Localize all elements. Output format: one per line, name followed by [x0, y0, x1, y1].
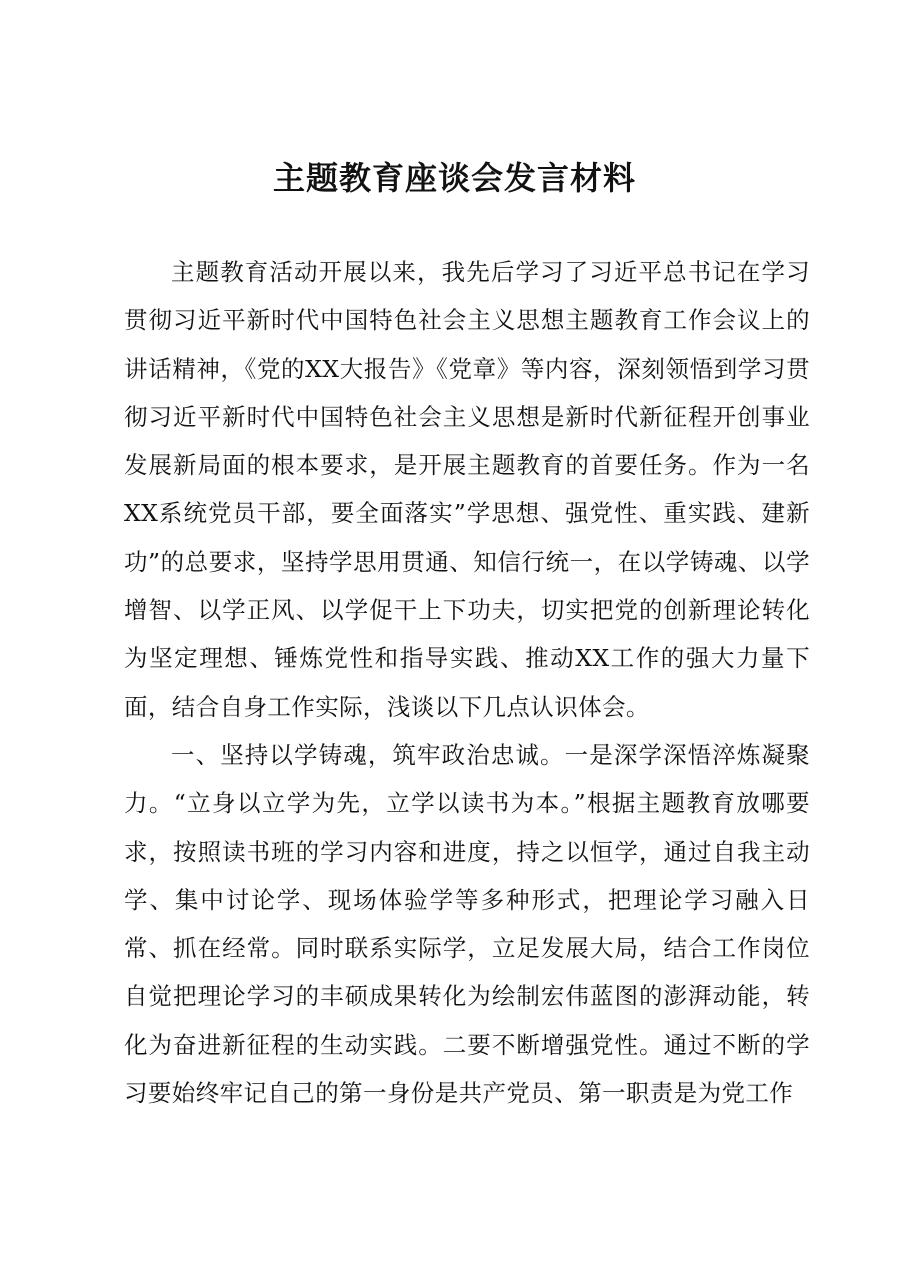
paragraph-intro: 主题教育活动开展以来，我先后学习了习近平总书记在学习贯彻习近平新时代中国特色社会主义思想主题教育工作会议上的讲话精神，《党的XX大报告》《党章》等内容，深刻领悟到学习贯彻习近平新时代中国特色社会主义思想是新时代新征程开创事业发展新局面的根本要求，是开展主题教育的首要任务。作为一名XX系统党员干部，要全面落实”学思想、强党性、重实践、建新功”的总要求，坚持学思用贯通、知信行统一，在以学铸魂、以学增智、以学正风、以学促干上下功夫，切实把党的创新理论转化为坚定理想、锤炼党性和指导实践、推动XX工作的强大力量下面，结合自身工作实际，浅谈以下几点认识体会。 [124, 258, 810, 721]
paragraph-section-one: 一、坚持以学铸魂，筑牢政治忠诚。一是深学深悟淬炼凝聚力。“立身以立学为先，立学以读书为本。”根据主题教育放哪要求，按照读书班的学习内容和进度，持之以恒学，通过自我主动学、集中讨论学、现场体验学等多种形式，把理论学习融入日常、抓在经常。同时联系实际学，立足发展大局，结合工作岗位自觉把理论学习的丰硕成果转化为绘制宏伟蓝图的澎湃动能，转化为奋进新征程的生动实践。二要不断增强党性。通过不断的学习要始终牢记自己的第一身份是共产党员、第一职责是为党工作 [124, 740, 810, 1108]
document-body [124, 248, 810, 1117]
document-title: 主题教育座谈会发言材料 [272, 159, 636, 197]
